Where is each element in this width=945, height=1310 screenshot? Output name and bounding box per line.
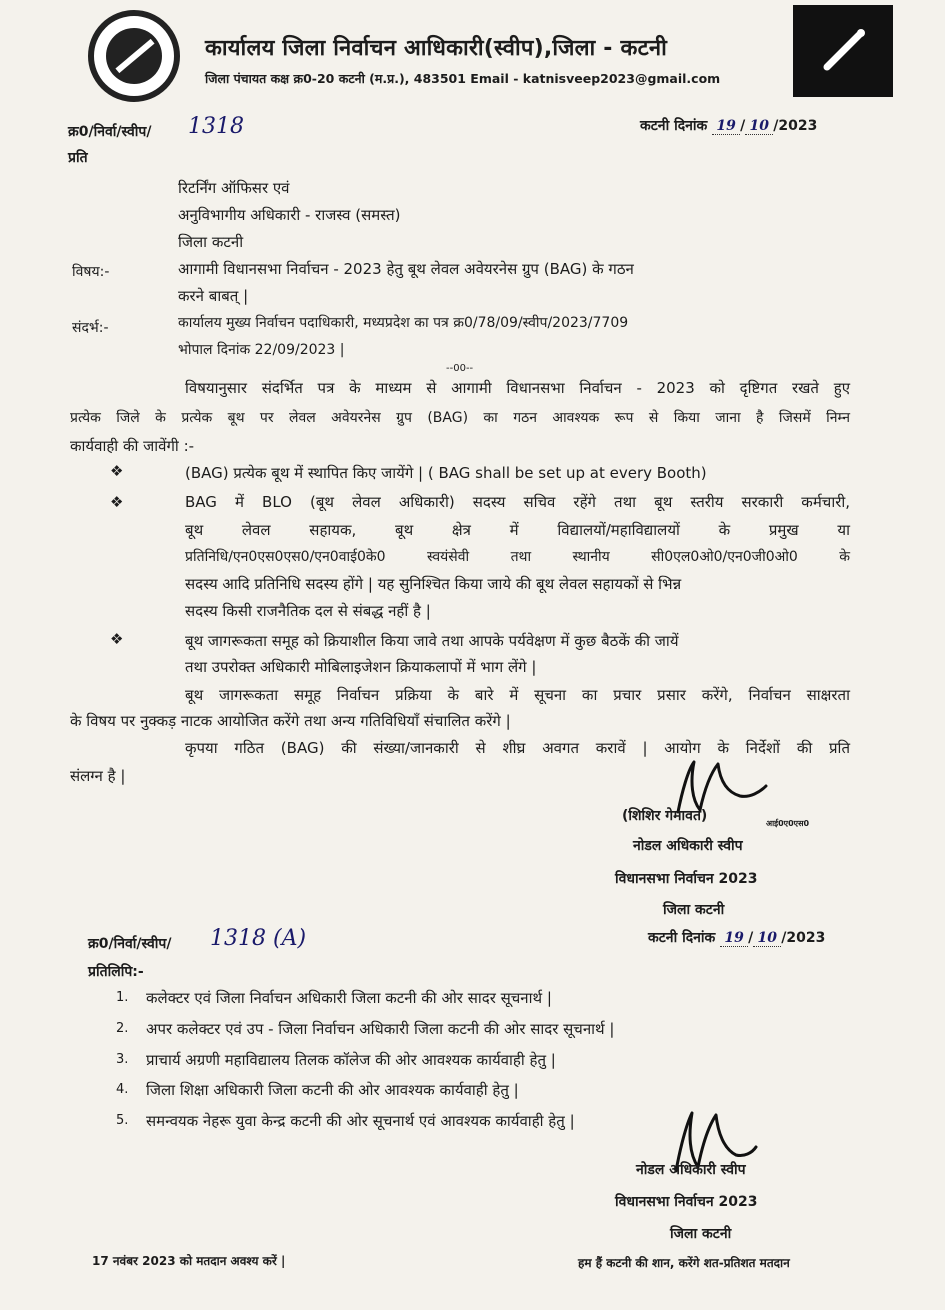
signature1-date: कटनी दिनांक 19 / 10 /2023 bbox=[648, 930, 826, 946]
intro-line3: कार्यवाही की जावेंगी :- bbox=[70, 437, 195, 455]
reference-line2: भोपाल दिनांक 22/09/2023 | bbox=[178, 342, 345, 358]
ref-number-label: क्र0/निर्वा/स्वीप/ bbox=[68, 124, 152, 140]
bullet-3-line1: बूथ जागरूकता समूह को क्रियाशील किया जावे तथा आपके पर्यवेक्षण में कुछ बैठकें की जायें bbox=[185, 632, 679, 650]
copy-item-3-num: 3. bbox=[116, 1052, 129, 1067]
copy-item-4-num: 4. bbox=[116, 1082, 129, 1097]
signature1-date-year: /2023 bbox=[781, 930, 826, 946]
bullet-1-icon: ❖ bbox=[110, 462, 124, 480]
reference-line1: कार्यालय मुख्य निर्वाचन पदाधिकारी, मध्यप्रदेश का पत्र क्र0/78/09/स्वीप/2023/7709 bbox=[178, 315, 629, 331]
copy-item-2-text: अपर कलेक्टर एवं उप - जिला निर्वाचन अधिकारी जिला कटनी की ओर सादर सूचनार्थ | bbox=[146, 1020, 615, 1038]
bullet-2-icon: ❖ bbox=[110, 493, 124, 511]
para2-line2: के विषय पर नुक्कड़ नाटक आयोजित करेंगे तथा अन्य गतिविधियाँ संचालित करेंगे | bbox=[70, 712, 511, 730]
bullet-2-line4: सदस्य आदि प्रतिनिधि सदस्य होंगे | यह सुनिश्चित किया जाये की बूथ लेवल सहायकों से भिन्न bbox=[185, 575, 682, 593]
signature1-date-month: 10 bbox=[753, 930, 781, 947]
intro-line1: विषयानुसार संदर्भित पत्र के माध्यम से आगामी विधानसभा निर्वाचन - 2023 को दृष्टिगत रखते हुए bbox=[185, 379, 850, 397]
recipient-line1: रिटर्निंग ऑफिसर एवं bbox=[178, 179, 290, 197]
copy-heading: प्रतिलिपि:- bbox=[88, 964, 144, 980]
signature1-date-day: 19 bbox=[720, 930, 748, 947]
subject-label: विषय:- bbox=[72, 264, 110, 280]
copy-item-5-text: समन्वयक नेहरू युवा केन्द्र कटनी की ओर सूचनार्थ एवं आवश्यक कार्यवाही हेतु | bbox=[146, 1112, 575, 1130]
signature1-date-label: कटनी दिनांक bbox=[648, 930, 716, 946]
footer-right: हम हैं कटनी की शान, करेंगे शत-प्रतिशत मतदान bbox=[578, 1256, 790, 1270]
intro-line2: प्रत्येक जिले के प्रत्येक बूथ पर लेवल अवेयरनेस ग्रुप (BAG) का गठन आवश्यक रूप से किया जाना है जिसमें निम्न bbox=[70, 410, 850, 426]
ref-date-year: /2023 bbox=[773, 118, 818, 134]
para2-line1: बूथ जागरूकता समूह निर्वाचन प्रक्रिया के बारे में सूचना का प्रचार प्रसार करेंगे, निर्वाचन साक्षरता bbox=[185, 686, 850, 704]
bullet-3-icon: ❖ bbox=[110, 630, 124, 648]
bullet-3-line2: तथा उपरोक्त अधिकारी मोबिलाइजेशन क्रियाकलापों में भाग लेंगे | bbox=[185, 658, 537, 676]
signature2-line2: विधानसभा निर्वाचन 2023 bbox=[615, 1194, 758, 1210]
footer-left: 17 नवंबर 2023 को मतदान अवश्य करें | bbox=[92, 1254, 286, 1268]
copy-number-label: क्र0/निर्वा/स्वीप/ bbox=[88, 936, 172, 952]
signature1-line3: जिला कटनी bbox=[663, 902, 725, 918]
copy-item-1-text: कलेक्टर एवं जिला निर्वाचन अधिकारी जिला कटनी की ओर सादर सूचनार्थ | bbox=[146, 989, 552, 1007]
para3-line1: कृपया गठित (BAG) की संख्या/जानकारी से शीघ्र अवगत करावें | आयोग के निर्देशों की प्रति bbox=[185, 739, 850, 757]
bullet-2-line1: BAG में BLO (बूथ लेवल अधिकारी) सदस्य सचिव रहेंगे तथा बूथ स्तरीय सरकारी कर्मचारी, bbox=[185, 493, 850, 511]
signatory-suffix: आई0ए0एस0 bbox=[766, 819, 810, 828]
reference-label: संदर्भ:- bbox=[72, 320, 109, 336]
ref-number-handwritten: 1318 bbox=[188, 114, 244, 139]
subject-line2: करने बाबत् | bbox=[178, 287, 249, 305]
ref-date-month: 10 bbox=[745, 118, 773, 135]
recipient-line3: जिला कटनी bbox=[178, 233, 244, 251]
copy-item-4-text: जिला शिक्षा अधिकारी जिला कटनी की ओर आवश्यक कार्यवाही हेतु | bbox=[146, 1081, 519, 1099]
signature2-line3: जिला कटनी bbox=[670, 1226, 732, 1242]
subject-line1: आगामी विधानसभा निर्वाचन - 2023 हेतु बूथ लेवल अवेयरनेस ग्रुप (BAG) के गठन bbox=[178, 260, 634, 278]
office-address: जिला पंचायत कक्ष क्र0-20 कटनी (म.प्र.), 483501 Email - katnisveep2023@gmail.com bbox=[205, 71, 721, 86]
bullet-1-text: (BAG) प्रत्येक बूथ में स्थापित किए जायेंगे | ( BAG shall be set up at every Booth) bbox=[185, 464, 707, 482]
ref-date: कटनी दिनांक 19 / 10 /2023 bbox=[640, 118, 818, 134]
copy-item-3-text: प्राचार्य अग्रणी महाविद्यालय तिलक कॉलेज की ओर आवश्यक कार्यवाही हेतु | bbox=[146, 1051, 556, 1069]
ref-date-day: 19 bbox=[712, 118, 740, 135]
recipient-line2: अनुविभागीय अधिकारी - राजस्व (समस्त) bbox=[178, 206, 401, 224]
election-commission-logo bbox=[88, 10, 180, 102]
prati-label: प्रति bbox=[68, 150, 88, 166]
copy-item-2-num: 2. bbox=[116, 1021, 129, 1036]
bullet-2-line2: बूथ लेवल सहायक, बूथ क्षेत्र में विद्यालयों/महाविद्यालयों के प्रमुख या bbox=[185, 521, 850, 539]
copy-number-handwritten: 1318 (A) bbox=[210, 926, 307, 951]
bullet-2-line3: प्रतिनिधि/एन0एस0एस0/एन0वाई0के0 स्वयंसेवी तथा स्थानीय सी0एल0ओ0/एन0जी0ओ0 के bbox=[185, 549, 850, 565]
office-title: कार्यालय जिला निर्वाचन आधिकारी(स्वीप),जिला - कटनी bbox=[205, 36, 667, 61]
signatory-name: (शिशिर गेमावत) bbox=[622, 808, 708, 824]
copy-item-1-num: 1. bbox=[116, 990, 129, 1005]
copy-item-5-num: 5. bbox=[116, 1113, 129, 1128]
separator: --00-- bbox=[446, 363, 474, 374]
ref-date-label: कटनी दिनांक bbox=[640, 118, 708, 134]
sveep-logo bbox=[793, 5, 893, 97]
signature1-line2: विधानसभा निर्वाचन 2023 bbox=[615, 871, 758, 887]
signature2-line1: नोडल अधिकारी स्वीप bbox=[636, 1162, 746, 1178]
bullet-2-line5: सदस्य किसी राजनैतिक दल से संबद्ध नहीं है | bbox=[185, 602, 431, 620]
para3-line2: संलग्न है | bbox=[70, 767, 126, 785]
signature1-line1: नोडल अधिकारी स्वीप bbox=[633, 838, 743, 854]
